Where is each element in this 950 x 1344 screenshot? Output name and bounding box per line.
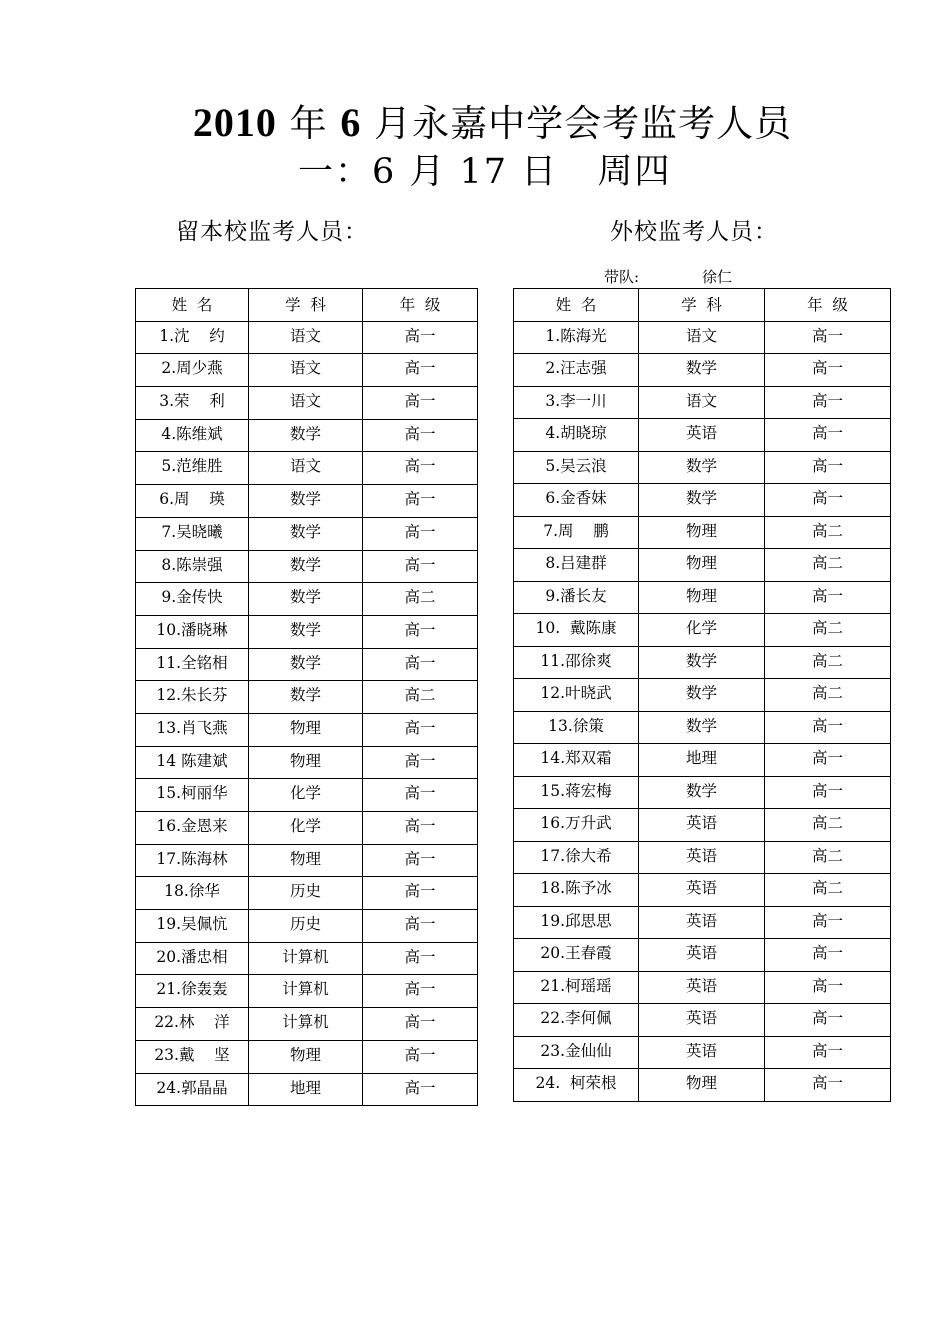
cell-subject: 地理	[249, 1073, 363, 1106]
table-row	[514, 386, 891, 419]
table-row	[136, 681, 478, 714]
table-row	[136, 844, 478, 877]
table-row	[136, 615, 478, 648]
cell-name: 1.沈 约	[136, 321, 249, 354]
cell-grade: 高一	[765, 744, 891, 777]
cell-name: 12.朱长芬	[136, 681, 249, 714]
cell-name: 23.戴 坚	[136, 1040, 249, 1073]
cell-subject: 语文	[639, 321, 765, 354]
cell-subject: 历史	[249, 877, 363, 910]
cell-name: 16.万升武	[514, 809, 639, 842]
cell-grade: 高一	[363, 713, 478, 746]
table-row	[136, 419, 478, 452]
cell-name: 22.林 洋	[136, 1008, 249, 1041]
cell-subject: 物理	[639, 549, 765, 582]
cell-subject: 数学	[249, 419, 363, 452]
cell-subject: 物理	[639, 581, 765, 614]
cell-subject: 语文	[249, 321, 363, 354]
title-year-suffix: 年	[276, 102, 341, 145]
table-row	[136, 942, 478, 975]
cell-subject: 数学	[249, 615, 363, 648]
cell-grade: 高一	[765, 1004, 891, 1037]
cell-grade: 高一	[765, 939, 891, 972]
cell-name: 12.叶晓武	[514, 679, 639, 712]
cell-grade: 高一	[363, 779, 478, 812]
cell-grade: 高一	[765, 419, 891, 452]
cell-grade: 高一	[363, 615, 478, 648]
cell-name: 6.周 瑛	[136, 485, 249, 518]
table-header-row	[136, 289, 478, 322]
cell-grade: 高一	[765, 354, 891, 387]
table-row	[514, 971, 891, 1004]
table-row	[514, 549, 891, 582]
table-row	[136, 746, 478, 779]
table-row	[514, 354, 891, 387]
cell-grade: 高一	[765, 776, 891, 809]
cell-grade: 高一	[765, 581, 891, 614]
cell-name: 11.邵徐爽	[514, 646, 639, 679]
cell-grade: 高二	[765, 841, 891, 874]
cell-subject: 数学	[249, 485, 363, 518]
table-row	[136, 550, 478, 583]
cell-name: 14.郑双霜	[514, 744, 639, 777]
title-year: 2010	[192, 100, 277, 145]
cell-grade: 高二	[765, 516, 891, 549]
cell-name: 5.范维胜	[136, 452, 249, 485]
cell-subject: 数学	[639, 711, 765, 744]
cell-subject: 数学	[249, 648, 363, 681]
cell-grade: 高一	[765, 971, 891, 1004]
cell-grade: 高一	[765, 1069, 891, 1102]
cell-grade: 高一	[363, 387, 478, 420]
cell-name: 22.李何佩	[514, 1004, 639, 1037]
cell-name: 13.肖飞燕	[136, 713, 249, 746]
team-leader-name: 徐仁	[702, 268, 733, 286]
table-row	[514, 906, 891, 939]
cell-name: 24. 柯荣根	[514, 1069, 639, 1102]
table-row	[136, 910, 478, 943]
cell-grade: 高一	[363, 844, 478, 877]
table-row	[136, 812, 478, 845]
cell-grade: 高一	[765, 451, 891, 484]
cell-subject: 数学	[249, 517, 363, 550]
table-row	[514, 1036, 891, 1069]
cell-grade: 高一	[363, 419, 478, 452]
cell-subject: 数学	[639, 776, 765, 809]
cell-subject: 数学	[639, 451, 765, 484]
cell-subject: 物理	[249, 746, 363, 779]
cell-name: 15.蒋宏梅	[514, 776, 639, 809]
cell-subject: 历史	[249, 910, 363, 943]
table-row	[136, 877, 478, 910]
external-invigilator-table	[513, 288, 891, 1102]
cell-name: 17.徐大希	[514, 841, 639, 874]
cell-subject: 英语	[639, 1004, 765, 1037]
table-row	[136, 583, 478, 616]
cell-name: 9.潘长友	[514, 581, 639, 614]
cell-grade: 高一	[363, 550, 478, 583]
cell-grade: 高一	[765, 906, 891, 939]
cell-subject: 物理	[639, 1069, 765, 1102]
table-row	[136, 779, 478, 812]
cell-grade: 高一	[363, 1040, 478, 1073]
title-rest: 月永嘉中学会考监考人员	[361, 102, 793, 145]
external-section-label: 外校监考人员：	[610, 219, 778, 245]
table-row	[514, 874, 891, 907]
cell-name: 23.金仙仙	[514, 1036, 639, 1069]
cell-subject: 数学	[639, 354, 765, 387]
cell-grade: 高二	[765, 646, 891, 679]
cell-name: 10.潘晓琳	[136, 615, 249, 648]
team-leader-label: 带队:	[604, 268, 640, 286]
cell-subject: 语文	[249, 452, 363, 485]
cell-name: 7.周 鹏	[514, 516, 639, 549]
cell-name: 6.金香妹	[514, 484, 639, 517]
local-invigilator-table	[135, 288, 478, 1106]
table-row	[514, 744, 891, 777]
cell-name: 19.邱思思	[514, 906, 639, 939]
cell-grade: 高一	[363, 1008, 478, 1041]
cell-subject: 计算机	[249, 1008, 363, 1041]
cell-name: 13.徐策	[514, 711, 639, 744]
cell-name: 19.吴佩忼	[136, 910, 249, 943]
table-row	[514, 1069, 891, 1102]
table-row	[514, 516, 891, 549]
cell-name: 16.金恩来	[136, 812, 249, 845]
header-grade: 年 级	[765, 289, 891, 322]
cell-subject: 物理	[249, 844, 363, 877]
table-row	[514, 581, 891, 614]
cell-subject: 语文	[249, 354, 363, 387]
cell-subject: 化学	[249, 779, 363, 812]
cell-name: 5.吴云浪	[514, 451, 639, 484]
cell-name: 8.吕建群	[514, 549, 639, 582]
cell-name: 11.全铭相	[136, 648, 249, 681]
cell-grade: 高一	[363, 517, 478, 550]
cell-grade: 高二	[765, 614, 891, 647]
cell-subject: 英语	[639, 906, 765, 939]
cell-grade: 高一	[765, 321, 891, 354]
cell-name: 18.徐华	[136, 877, 249, 910]
cell-grade: 高一	[363, 910, 478, 943]
cell-grade: 高二	[765, 874, 891, 907]
table-row	[514, 419, 891, 452]
cell-grade: 高二	[363, 583, 478, 616]
cell-name: 17.陈海林	[136, 844, 249, 877]
cell-subject: 英语	[639, 1036, 765, 1069]
cell-grade: 高一	[363, 877, 478, 910]
table-row	[514, 484, 891, 517]
cell-name: 21.徐轰轰	[136, 975, 249, 1008]
cell-grade: 高一	[765, 711, 891, 744]
cell-grade: 高二	[765, 679, 891, 712]
cell-grade: 高一	[363, 746, 478, 779]
cell-subject: 物理	[249, 1040, 363, 1073]
local-section-label: 留本校监考人员：	[176, 219, 368, 245]
cell-subject: 数学	[639, 484, 765, 517]
cell-grade: 高一	[765, 386, 891, 419]
cell-grade: 高一	[765, 1036, 891, 1069]
cell-name: 8.陈崇强	[136, 550, 249, 583]
header-subject: 学 科	[639, 289, 765, 322]
cell-name: 20.王春霞	[514, 939, 639, 972]
table-row	[136, 1073, 478, 1106]
table-row	[514, 679, 891, 712]
cell-name: 2.周少燕	[136, 354, 249, 387]
cell-subject: 化学	[639, 614, 765, 647]
cell-name: 21.柯瑶瑶	[514, 971, 639, 1004]
cell-name: 14 陈建斌	[136, 746, 249, 779]
cell-subject: 英语	[639, 874, 765, 907]
table-row	[136, 321, 478, 354]
cell-name: 18.陈予冰	[514, 874, 639, 907]
table-row	[136, 648, 478, 681]
cell-grade: 高一	[363, 354, 478, 387]
cell-subject: 计算机	[249, 975, 363, 1008]
cell-subject: 数学	[249, 583, 363, 616]
table-row	[136, 517, 478, 550]
cell-name: 3.李一川	[514, 386, 639, 419]
cell-subject: 英语	[639, 419, 765, 452]
cell-subject: 英语	[639, 971, 765, 1004]
cell-name: 7.吴晓曦	[136, 517, 249, 550]
table-row	[136, 975, 478, 1008]
table-row	[136, 452, 478, 485]
cell-subject: 语文	[249, 387, 363, 420]
cell-subject: 物理	[639, 516, 765, 549]
header-name: 姓 名	[136, 289, 249, 322]
cell-grade: 高一	[363, 648, 478, 681]
table-row	[514, 1004, 891, 1037]
document-title	[0, 100, 950, 147]
header-subject: 学 科	[249, 289, 363, 322]
cell-name: 15.柯丽华	[136, 779, 249, 812]
cell-name: 1.陈海光	[514, 321, 639, 354]
cell-grade: 高一	[363, 942, 478, 975]
cell-name: 9.金传快	[136, 583, 249, 616]
cell-subject: 地理	[639, 744, 765, 777]
header-name: 姓 名	[514, 289, 639, 322]
document-subtitle: 一：6 月 17 日 周四	[298, 152, 672, 192]
cell-name: 24.郭晶晶	[136, 1073, 249, 1106]
cell-grade: 高一	[363, 321, 478, 354]
cell-grade: 高一	[363, 1073, 478, 1106]
table-row	[514, 614, 891, 647]
cell-subject: 化学	[249, 812, 363, 845]
cell-subject: 英语	[639, 841, 765, 874]
table-row	[514, 939, 891, 972]
cell-subject: 数学	[249, 681, 363, 714]
table-row	[514, 646, 891, 679]
cell-grade: 高一	[363, 485, 478, 518]
table-row	[514, 451, 891, 484]
cell-subject: 数学	[639, 679, 765, 712]
cell-name: 3.荣 利	[136, 387, 249, 420]
table-row	[136, 713, 478, 746]
cell-subject: 英语	[639, 939, 765, 972]
table-row	[514, 776, 891, 809]
table-row	[136, 354, 478, 387]
table-row	[514, 841, 891, 874]
cell-name: 4.胡晓琼	[514, 419, 639, 452]
cell-name: 4.陈维斌	[136, 419, 249, 452]
table-row	[514, 321, 891, 354]
cell-grade: 高二	[363, 681, 478, 714]
cell-subject: 英语	[639, 809, 765, 842]
cell-grade: 高一	[363, 452, 478, 485]
header-grade: 年 级	[363, 289, 478, 322]
cell-grade: 高一	[363, 975, 478, 1008]
table-row	[514, 711, 891, 744]
cell-subject: 计算机	[249, 942, 363, 975]
cell-grade: 高二	[765, 809, 891, 842]
table-header-row	[514, 289, 891, 322]
team-leader	[604, 267, 733, 287]
cell-grade: 高一	[363, 812, 478, 845]
cell-grade: 高二	[765, 549, 891, 582]
cell-subject: 语文	[639, 386, 765, 419]
table-row	[136, 387, 478, 420]
cell-name: 20.潘忠相	[136, 942, 249, 975]
cell-name: 10. 戴陈康	[514, 614, 639, 647]
table-row	[136, 485, 478, 518]
cell-grade: 高一	[765, 484, 891, 517]
table-row	[514, 809, 891, 842]
cell-subject: 数学	[639, 646, 765, 679]
cell-name: 2.汪志强	[514, 354, 639, 387]
title-month: 6	[340, 100, 362, 145]
cell-subject: 物理	[249, 713, 363, 746]
table-row	[136, 1008, 478, 1041]
table-row	[136, 1040, 478, 1073]
cell-subject: 数学	[249, 550, 363, 583]
